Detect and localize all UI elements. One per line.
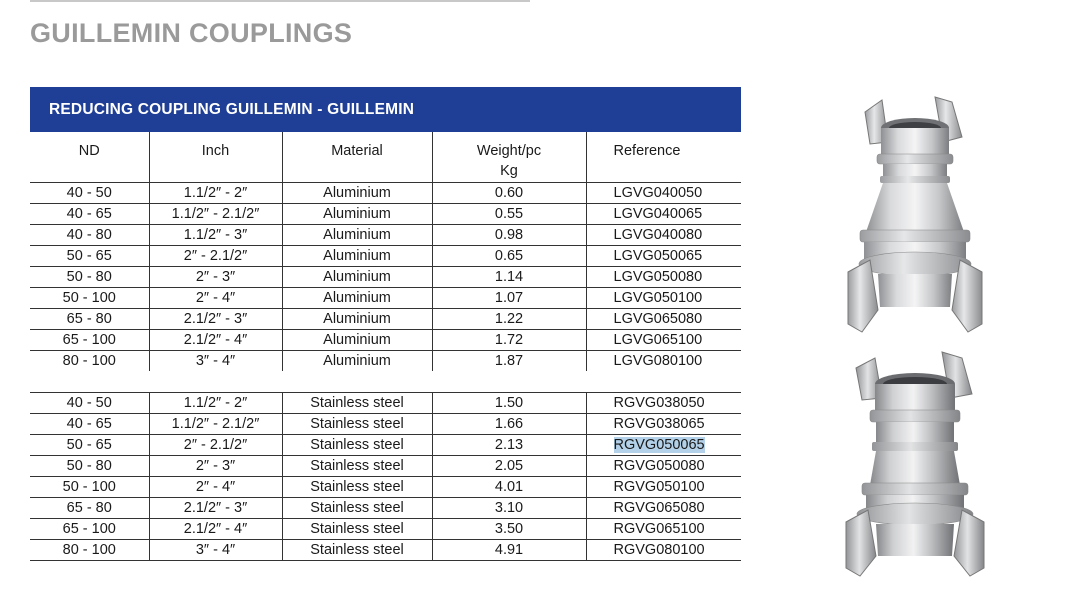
header-material: Material [282, 132, 432, 182]
cell-reference-text: LGVG050100 [613, 289, 703, 306]
cell-nd [30, 224, 149, 245]
cell-nd [30, 476, 149, 497]
cell-weight-text: 4.91 [494, 541, 524, 558]
cell-material-text: Aluminium [323, 184, 391, 201]
cell-weight [432, 308, 586, 329]
cell-material [282, 413, 432, 434]
cell-weight-text: 3.10 [494, 499, 524, 516]
cell-material-text: Stainless steel [310, 436, 404, 453]
cell-reference-text: LGVG040065 [613, 205, 703, 222]
cell-inch [149, 266, 282, 287]
cell-weight-text: 0.60 [494, 184, 524, 201]
cell-nd-text: 40 - 65 [66, 205, 112, 222]
cell-inch [149, 224, 282, 245]
coupling-spec-table [30, 132, 741, 561]
cell-weight-text: 0.55 [494, 205, 524, 222]
cell-material [282, 245, 432, 266]
cell-reference-text: RGVG038050 [613, 394, 705, 411]
stainless-row [30, 476, 741, 497]
aluminium-row [30, 308, 741, 329]
cell-weight [432, 224, 586, 245]
header-row [30, 132, 741, 182]
cell-inch [149, 182, 282, 203]
cell-inch-text: 2.1/2″ - 4″ [183, 331, 248, 348]
aluminium-row [30, 329, 741, 350]
cell-inch-text: 1.1/2″ - 2″ [183, 394, 248, 411]
cell-nd [30, 518, 149, 539]
cell-nd-text: 65 - 100 [62, 331, 116, 348]
cell-weight-text: 0.98 [494, 226, 524, 243]
cell-inch [149, 476, 282, 497]
page-title: GUILLEMIN COUPLINGS [30, 18, 353, 48]
cell-inch-text: 2″ - 4″ [195, 478, 236, 495]
cell-inch-text: 1.1/2″ - 2″ [183, 184, 248, 201]
cell-material [282, 518, 432, 539]
cell-reference [586, 266, 741, 287]
cell-inch [149, 518, 282, 539]
cell-inch [149, 539, 282, 560]
cell-reference [586, 224, 741, 245]
cell-reference-text: LGVG040050 [613, 184, 703, 201]
cell-inch-text: 2.1/2″ - 3″ [183, 310, 248, 327]
cell-material-text: Aluminium [323, 205, 391, 222]
stainless-row [30, 539, 741, 560]
cell-inch-text: 3″ - 4″ [195, 541, 236, 558]
cell-reference-text: RGVG065080 [613, 499, 705, 516]
cell-material-text: Aluminium [323, 268, 391, 285]
spacer-row [30, 371, 741, 392]
cell-nd [30, 350, 149, 371]
cell-reference [586, 434, 741, 455]
cell-inch [149, 413, 282, 434]
cell-nd [30, 329, 149, 350]
cell-inch [149, 350, 282, 371]
cell-reference [586, 413, 741, 434]
cell-reference [586, 182, 741, 203]
cell-material [282, 224, 432, 245]
cell-reference [586, 476, 741, 497]
cell-nd-text: 65 - 80 [66, 499, 112, 516]
cell-reference [586, 350, 741, 371]
cell-material [282, 476, 432, 497]
cell-weight-text: 1.66 [494, 415, 524, 432]
stainless-row [30, 518, 741, 539]
cell-weight [432, 413, 586, 434]
aluminium-row [30, 350, 741, 371]
cell-inch-text: 1.1/2″ - 3″ [183, 226, 248, 243]
stainless-coupling-photo-icon [840, 350, 990, 582]
cell-reference-text: LGVG065080 [613, 310, 703, 327]
cell-reference [586, 245, 741, 266]
cell-nd-text: 80 - 100 [62, 541, 116, 558]
cell-nd-text: 50 - 80 [66, 457, 112, 474]
stainless-rows [30, 392, 741, 560]
aluminium-row [30, 224, 741, 245]
cell-nd-text: 80 - 100 [62, 352, 116, 369]
cell-nd [30, 434, 149, 455]
cell-weight [432, 266, 586, 287]
cell-material [282, 497, 432, 518]
cell-material-text: Aluminium [323, 352, 391, 369]
cell-material [282, 434, 432, 455]
cell-weight [432, 518, 586, 539]
cell-inch-text: 2″ - 2.1/2″ [183, 247, 248, 264]
header-inch: Inch [149, 132, 282, 182]
cell-nd [30, 539, 149, 560]
section-spacer [30, 371, 741, 392]
cell-nd [30, 266, 149, 287]
cell-nd-text: 40 - 80 [66, 226, 112, 243]
cell-weight-text: 0.65 [494, 247, 524, 264]
cell-reference [586, 308, 741, 329]
cell-nd-text: 40 - 65 [66, 415, 112, 432]
table-title-band: REDUCING COUPLING GUILLEMIN - GUILLEMIN [30, 87, 741, 132]
header-nd: ND [30, 132, 149, 182]
cell-material [282, 287, 432, 308]
cell-material [282, 350, 432, 371]
cell-reference [586, 329, 741, 350]
cell-reference-text: RGVG050100 [613, 478, 705, 495]
cell-material-text: Stainless steel [310, 499, 404, 516]
top-rule [30, 0, 530, 2]
cell-material-text: Stainless steel [310, 520, 404, 537]
cell-weight [432, 476, 586, 497]
coupling-table [30, 87, 741, 561]
cell-reference-text: RGVG065100 [613, 520, 705, 537]
cell-nd-text: 50 - 100 [62, 289, 116, 306]
cell-weight-text: 4.01 [494, 478, 524, 495]
cell-reference-text: RGVG050065 [613, 436, 705, 453]
cell-reference-text: RGVG038065 [613, 415, 705, 432]
cell-nd-text: 40 - 50 [66, 184, 112, 201]
cell-weight [432, 287, 586, 308]
cell-inch [149, 455, 282, 476]
cell-nd [30, 497, 149, 518]
cell-weight [432, 350, 586, 371]
cell-weight-text: 3.50 [494, 520, 524, 537]
cell-inch-text: 3″ - 4″ [195, 352, 236, 369]
cell-inch [149, 434, 282, 455]
cell-inch-text: 1.1/2″ - 2.1/2″ [171, 415, 260, 432]
aluminium-row [30, 287, 741, 308]
aluminium-row [30, 245, 741, 266]
cell-material-text: Aluminium [323, 247, 391, 264]
cell-reference-text: RGVG080100 [613, 541, 705, 558]
cell-weight [432, 182, 586, 203]
cell-inch-text: 2″ - 2.1/2″ [183, 436, 248, 453]
cell-nd-text: 65 - 80 [66, 310, 112, 327]
cell-reference-text: RGVG050080 [613, 457, 705, 474]
cell-weight-text: 2.13 [494, 436, 524, 453]
stainless-row [30, 392, 741, 413]
cell-nd [30, 287, 149, 308]
cell-inch [149, 329, 282, 350]
cell-reference-text: LGVG050065 [613, 247, 703, 264]
cell-nd-text: 50 - 65 [66, 436, 112, 453]
cell-weight [432, 497, 586, 518]
aluminium-coupling-photo-icon [840, 92, 990, 340]
aluminium-rows [30, 182, 741, 371]
cell-material-text: Stainless steel [310, 394, 404, 411]
cell-material [282, 266, 432, 287]
cell-weight-text: 1.72 [494, 331, 524, 348]
cell-reference-text: LGVG065100 [613, 331, 703, 348]
stainless-row [30, 434, 741, 455]
cell-inch [149, 245, 282, 266]
cell-nd-text: 50 - 100 [62, 478, 116, 495]
cell-material-text: Stainless steel [310, 541, 404, 558]
cell-reference [586, 392, 741, 413]
spacer-cell [30, 371, 741, 392]
cell-nd [30, 308, 149, 329]
cell-material [282, 539, 432, 560]
cell-weight [432, 203, 586, 224]
stainless-row [30, 413, 741, 434]
cell-material [282, 308, 432, 329]
cell-nd-text: 50 - 80 [66, 268, 112, 285]
cell-weight-text: 2.05 [494, 457, 524, 474]
cell-material-text: Aluminium [323, 331, 391, 348]
cell-reference [586, 497, 741, 518]
cell-material-text: Aluminium [323, 310, 391, 327]
cell-weight-text: 1.50 [494, 394, 524, 411]
cell-nd [30, 203, 149, 224]
cell-weight [432, 245, 586, 266]
cell-inch [149, 203, 282, 224]
cell-reference [586, 539, 741, 560]
cell-material-text: Aluminium [323, 226, 391, 243]
stainless-row [30, 455, 741, 476]
cell-inch-text: 2″ - 4″ [195, 289, 236, 306]
cell-nd [30, 392, 149, 413]
cell-material-text: Stainless steel [310, 415, 404, 432]
cell-weight-text: 1.22 [494, 310, 524, 327]
cell-weight-text: 1.07 [494, 289, 524, 306]
cell-inch [149, 308, 282, 329]
cell-reference-text: LGVG080100 [613, 352, 703, 369]
cell-weight-text: 1.87 [494, 352, 524, 369]
cell-nd [30, 245, 149, 266]
cell-material [282, 203, 432, 224]
header-weight-line2: Kg [500, 163, 518, 179]
cell-material [282, 329, 432, 350]
cell-material [282, 455, 432, 476]
cell-material-text: Stainless steel [310, 478, 404, 495]
cell-weight-text: 1.14 [494, 268, 524, 285]
header-reference: Reference [586, 132, 741, 182]
cell-reference [586, 287, 741, 308]
cell-reference [586, 518, 741, 539]
cell-inch [149, 497, 282, 518]
cell-inch-text: 2.1/2″ - 3″ [183, 499, 248, 516]
cell-material-text: Aluminium [323, 289, 391, 306]
stainless-row [30, 497, 741, 518]
cell-nd-text: 65 - 100 [62, 520, 116, 537]
cell-nd [30, 455, 149, 476]
cell-weight [432, 455, 586, 476]
cell-reference-text: LGVG040080 [613, 226, 703, 243]
cell-inch-text: 1.1/2″ - 2.1/2″ [171, 205, 260, 222]
cell-material [282, 392, 432, 413]
cell-inch [149, 287, 282, 308]
cell-reference-text: LGVG050080 [613, 268, 703, 285]
cell-inch-text: 2″ - 3″ [195, 457, 236, 474]
cell-inch [149, 392, 282, 413]
header-weight-line1: Weight/pc [476, 143, 542, 159]
cell-reference [586, 203, 741, 224]
header-weight [432, 132, 586, 182]
aluminium-row [30, 266, 741, 287]
cell-weight [432, 392, 586, 413]
cell-weight [432, 539, 586, 560]
cell-reference [586, 455, 741, 476]
aluminium-row [30, 203, 741, 224]
cell-weight [432, 434, 586, 455]
cell-material-text: Stainless steel [310, 457, 404, 474]
cell-material [282, 182, 432, 203]
cell-inch-text: 2.1/2″ - 4″ [183, 520, 248, 537]
cell-inch-text: 2″ - 3″ [195, 268, 236, 285]
aluminium-row [30, 182, 741, 203]
cell-weight [432, 329, 586, 350]
cell-nd-text: 50 - 65 [66, 247, 112, 264]
cell-nd [30, 182, 149, 203]
cell-nd-text: 40 - 50 [66, 394, 112, 411]
cell-nd [30, 413, 149, 434]
